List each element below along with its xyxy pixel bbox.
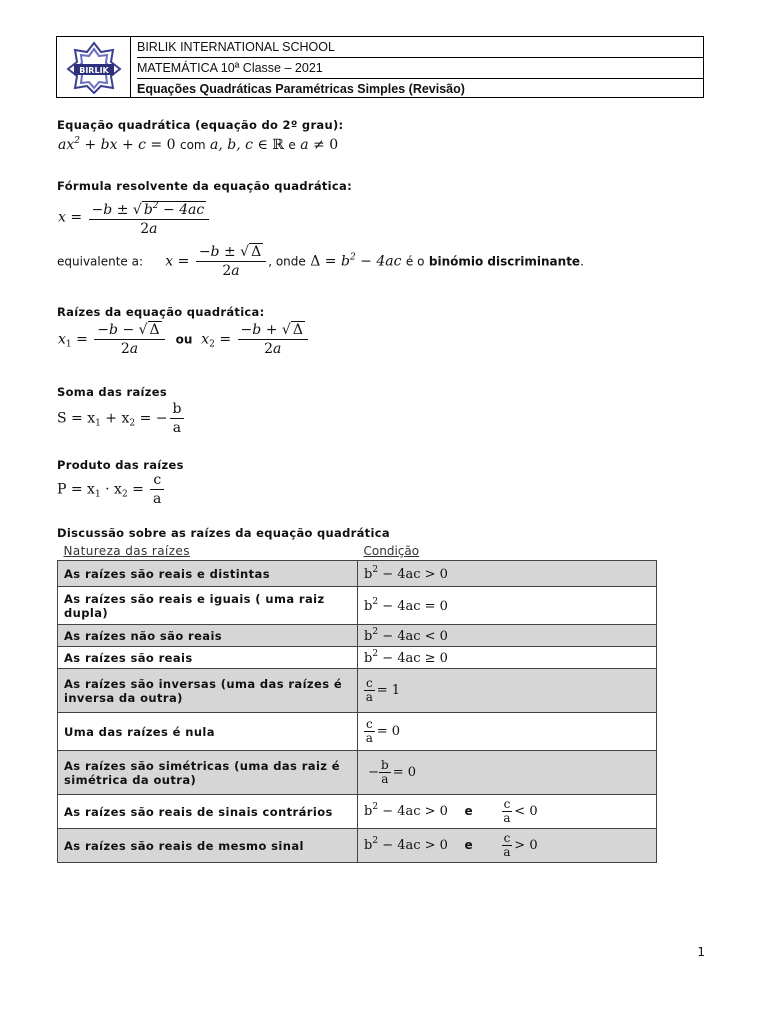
row-label: As raízes são simétricas (uma das raiz é simétrica da outra) xyxy=(58,751,358,795)
col-condition-header: Condição xyxy=(358,542,657,561)
sum-formula: $S = x_1 + x_2$ = − $\frac{b}{a}$ xyxy=(57,401,186,436)
col-nature-header: Natureza das raízes xyxy=(58,542,358,561)
row-label: As raízes são reais e iguais ( uma raiz dupla) xyxy=(58,587,358,625)
subject-line: MATEMÁTICA 10ª Classe – 2021 xyxy=(137,58,703,79)
row-label: As raízes são inversas (uma das raízes é inversa da outra) xyxy=(58,669,358,713)
product-formula: $P = x_1 \cdot x_2$ = $\frac{c}{a}$ xyxy=(57,472,166,507)
com-word: com xyxy=(179,138,206,152)
row-label: As raízes são reais de mesmo sinal xyxy=(58,829,358,863)
table-row xyxy=(58,829,657,863)
equivalent-label: equivalente a: xyxy=(57,254,144,269)
discussion-title: Discussão sobre as raízes da equação quadrática xyxy=(57,526,390,540)
formula-title: Fórmula resolvente da equação quadrática: xyxy=(57,179,352,193)
row-condition: $b^2 - 4ac > 0$ e $\frac{c}{a}$ > 0 xyxy=(358,829,657,863)
row-condition: $\frac{c}{a}$ = 0 xyxy=(358,713,657,751)
general-equation: $ax^2$ + bx + c = 0 com a, b, c ∈ ℝ e a ≠ 0 xyxy=(58,136,339,153)
birlik-logo-icon xyxy=(65,40,123,94)
equivalent-formula: equivalente a: x = $\frac{-b \pm √ \Delta}{2a}$ , onde $\Delta = b^2 - 4ac$ é o binómio discriminante. xyxy=(57,244,584,279)
table-row xyxy=(58,647,657,669)
table-row xyxy=(58,625,657,647)
e-o-word: é o xyxy=(405,254,425,269)
school-name: BIRLIK INTERNATIONAL SCHOOL xyxy=(137,37,703,58)
roots-title: Raízes da equação quadrática: xyxy=(57,305,265,319)
quadratic-formula: x = $\frac{-b \pm √ b^2 - 4ac}{2a}$ xyxy=(58,198,211,237)
table-row xyxy=(58,713,657,751)
table-row xyxy=(58,669,657,713)
document-header xyxy=(56,36,704,98)
row-condition: − $\frac{b}{a}$ = 0 xyxy=(358,751,657,795)
topic-line: Equações Quadráticas Paramétricas Simples (Revisão) xyxy=(137,82,465,96)
and-word: e xyxy=(464,838,473,852)
row-condition: $b^2 - 4ac > 0$ e $\frac{c}{a}$ < 0 xyxy=(358,795,657,829)
equation-title: Equação quadrática (equação do 2º grau): xyxy=(57,118,344,132)
roots-discussion-table xyxy=(57,542,657,863)
table-row xyxy=(58,751,657,795)
product-title: Produto das raízes xyxy=(57,458,184,472)
and-word: e xyxy=(464,804,473,818)
page-number: 1 xyxy=(697,945,705,959)
roots-formulas: $x_1$ = $\frac{-b - √ \Delta}{2a}$ ou $x_2$ = $\frac{-b + √ \Delta}{2a}$ xyxy=(58,322,310,357)
table-header-row xyxy=(58,542,657,561)
ou-word: ou xyxy=(175,332,193,347)
row-condition: $\frac{c}{a}$ = 1 xyxy=(358,669,657,713)
table-row xyxy=(58,795,657,829)
row-condition: $b^2 - 4ac = 0$ xyxy=(358,587,657,625)
header-text xyxy=(131,37,703,97)
row-label: As raízes são reais xyxy=(58,647,358,669)
row-label: As raízes são reais de sinais contrários xyxy=(58,795,358,829)
school-logo xyxy=(57,37,131,97)
svg-text:BIRLIK: BIRLIK xyxy=(78,66,109,75)
table-row xyxy=(58,587,657,625)
row-condition: $b^2 - 4ac > 0$ xyxy=(358,561,657,587)
table-row xyxy=(58,561,657,587)
row-label: As raízes não são reais xyxy=(58,625,358,647)
e-word: e xyxy=(288,138,296,152)
row-label: Uma das raízes é nula xyxy=(58,713,358,751)
row-label: As raízes são reais e distintas xyxy=(58,561,358,587)
row-condition: $b^2 - 4ac < 0$ xyxy=(358,625,657,647)
sum-title: Soma das raízes xyxy=(57,385,167,399)
discriminant-term: binómio discriminante xyxy=(428,254,581,269)
row-condition: $b^2 - 4ac \ge 0$ xyxy=(358,647,657,669)
onde-word: , onde xyxy=(268,254,306,269)
